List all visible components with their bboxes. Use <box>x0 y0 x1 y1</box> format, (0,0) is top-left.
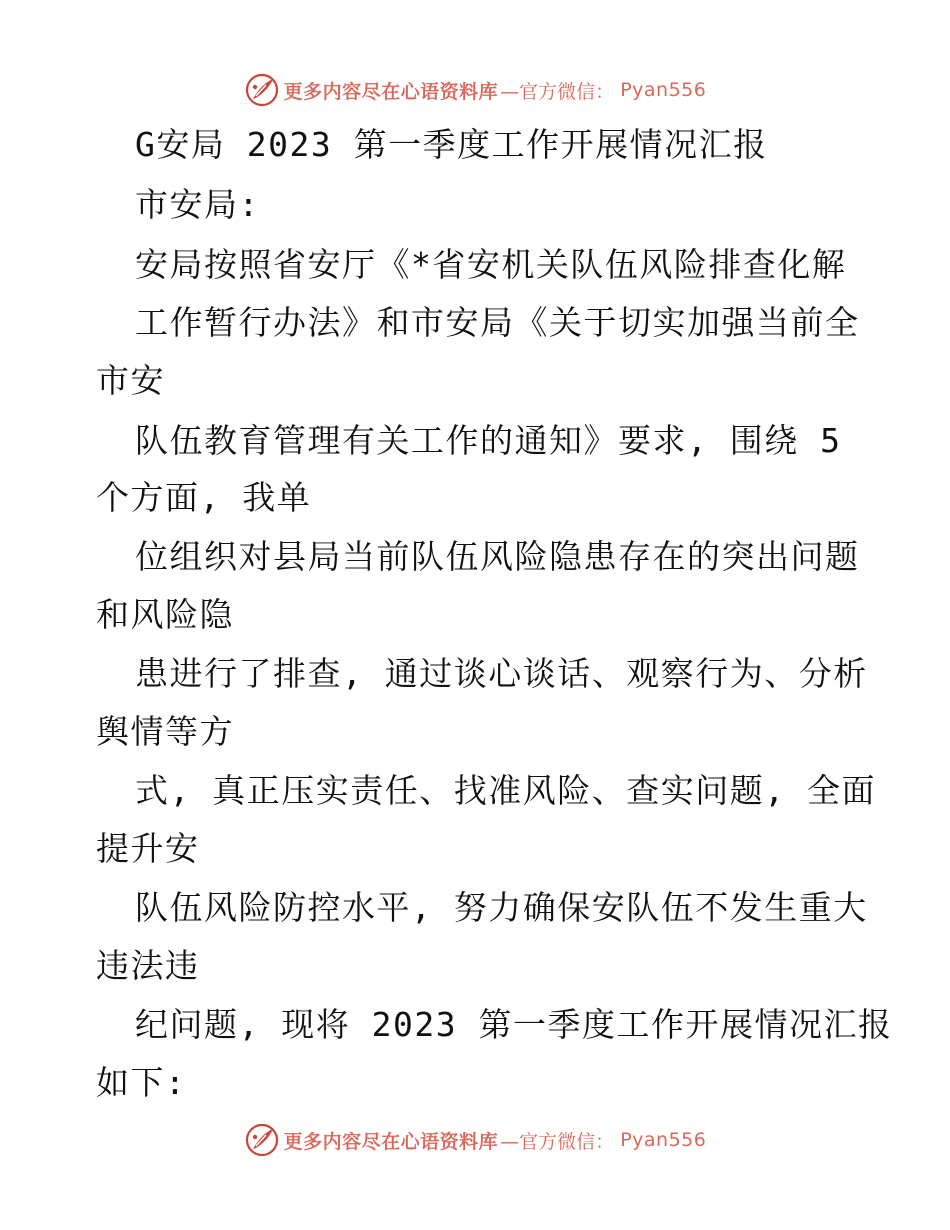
document-title: G安局 2023 第一季度工作开展情况汇报 <box>135 125 768 164</box>
paragraph-line: 式, 真正压实责任、找准风险、查实问题, 全面 <box>135 771 876 810</box>
paragraph-line: 纪问题, 现将 2023 第一季度工作开展情况汇报 <box>135 1005 893 1044</box>
salutation: 市安局: <box>135 185 260 224</box>
watermark-main-text: 更多内容尽在心语资料库 <box>283 1130 499 1153</box>
paragraph-line: 舆情等方 <box>96 712 234 751</box>
paragraph-line: 患进行了排查, 通过谈心谈话、观察行为、分析 <box>135 654 868 693</box>
paragraph-line: 市安 <box>96 361 165 400</box>
paragraph-line: 如下: <box>96 1063 187 1102</box>
paragraph-line: 个方面, 我单 <box>96 478 312 517</box>
watermark-id-text: Pyan556 <box>620 79 707 101</box>
paragraph-line: 安局按照省安厅《*省安机关队伍风险排查化解 <box>135 245 847 284</box>
footer-watermark <box>0 1120 950 1160</box>
watermark-main-text: 更多内容尽在心语资料库 <box>283 80 499 103</box>
paragraph-line: 队伍教育管理有关工作的通知》要求, 围绕 5 <box>135 421 842 460</box>
paragraph-line: 工作暂行办法》和市安局《关于切实加强当前全 <box>135 303 860 342</box>
paragraph-line: 队伍风险防控水平, 努力确保安队伍不发生重大 <box>135 888 868 927</box>
paragraph-line: 违法违 <box>96 946 200 985</box>
paragraph-line: 提升安 <box>96 829 200 868</box>
watermark-sub-text: —官方微信： <box>500 1130 615 1153</box>
paragraph-line: 位组织对县局当前队伍风险隐患存在的突出问题 <box>135 537 860 576</box>
quill-logo-icon <box>244 72 280 108</box>
quill-logo-icon <box>244 1122 280 1158</box>
header-watermark <box>0 70 950 110</box>
watermark-id-text: Pyan556 <box>620 1129 707 1151</box>
paragraph-line: 和风险隐 <box>96 595 234 634</box>
watermark-sub-text: —官方微信： <box>500 80 615 103</box>
